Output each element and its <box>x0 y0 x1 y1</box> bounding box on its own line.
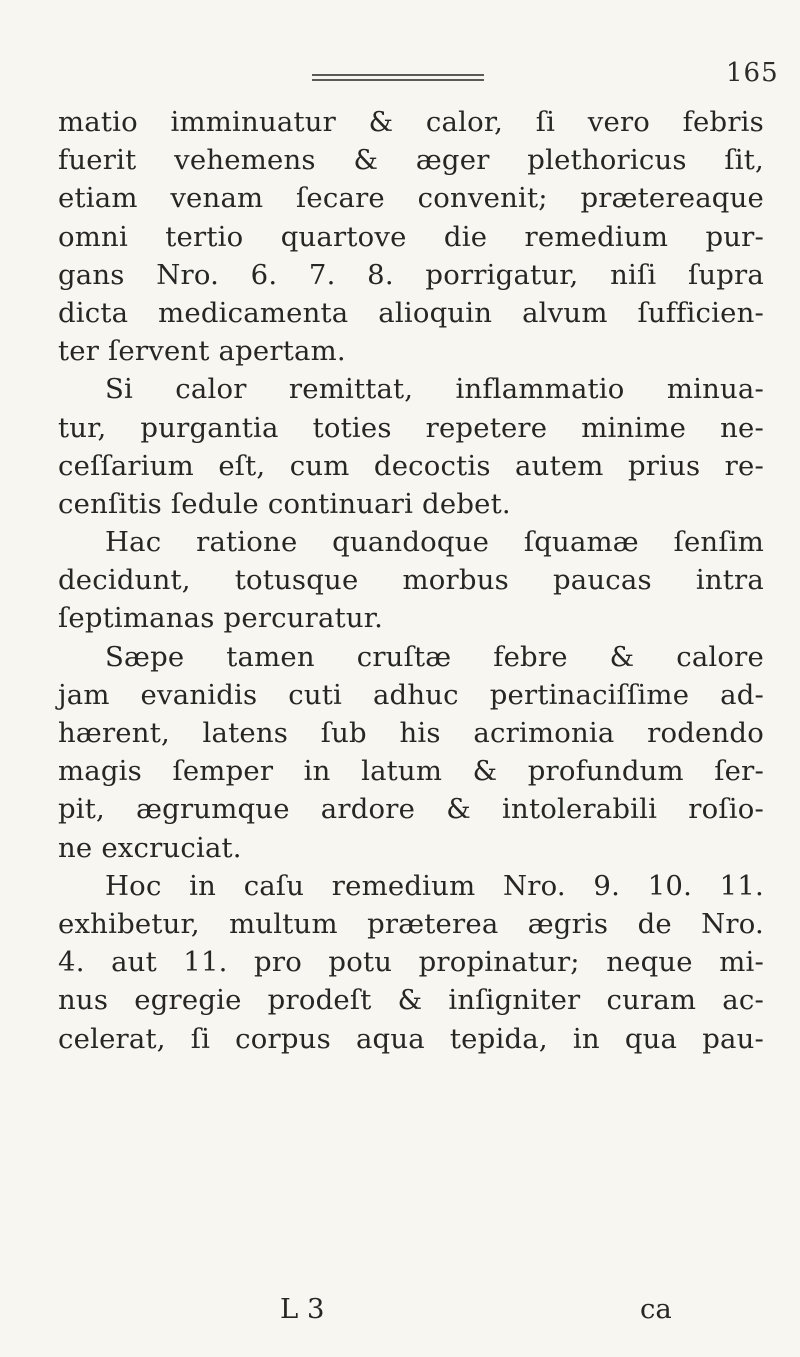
text-line: tur, purgantia toties repetere minime ne- <box>58 411 764 444</box>
text-line: celerat, ſi corpus aqua tepida, in qua pau- <box>58 1022 764 1055</box>
text-line: ſeptimanas percuratur. <box>58 602 384 635</box>
text-line: hærent, latens ſub his acrimonia rodendo <box>58 717 764 749</box>
text-line: ne excruciat. <box>58 831 242 864</box>
text-line: gans Nro. 6. 7. 8. porrigatur, niſi ſupra <box>58 258 764 291</box>
text-line: omni tertio quartove die remedium pur- <box>58 220 764 253</box>
catchword: ca <box>640 1293 672 1325</box>
text-line: decidunt, totusque morbus paucas intra <box>58 564 764 597</box>
text-line: 4. aut 11. pro potu propinatur; neque mi- <box>58 946 764 979</box>
text-line: Hac ratione quandoque ſquamæ ſenſim <box>105 526 764 559</box>
text-line: Hoc in caſu remedium Nro. 9. 10. 11. <box>105 869 764 902</box>
page-footer <box>0 1293 800 1333</box>
page-number: 165 <box>726 58 779 88</box>
text-line: ceſſarium eſt, cum decoctis autem prius re- <box>58 449 764 482</box>
text-line: exhibetur, multum præterea ægris de Nro. <box>58 907 764 940</box>
text-line: etiam venam ſecare convenit; prætereaque <box>58 182 764 215</box>
signature-mark: L 3 <box>280 1293 325 1325</box>
text-line: matio imminuatur & calor, ſi vero febris <box>58 106 764 138</box>
text-line: magis ſemper in latum & profundum ſer- <box>58 755 764 788</box>
text-line: fuerit vehemens & æger plethoricus ſit, <box>58 144 764 177</box>
text-line: nus egregie prodeſt & inſigniter curam ac- <box>58 984 764 1017</box>
text-line: cenſitis ſedule continuari debet. <box>58 487 511 520</box>
text-line: Si calor remittat, inflammatio minua- <box>105 373 764 406</box>
text-line: ter ſervent apertam. <box>58 335 346 368</box>
text-line: pit, ægrumque ardore & intolerabili roſio- <box>58 793 764 826</box>
text-line: dicta medicamenta alioquin alvum ſufficien- <box>58 296 764 329</box>
header-rule <box>312 74 484 84</box>
body-text <box>58 103 764 1058</box>
text-line: Sæpe tamen cruſtæ febre & calore <box>105 640 764 673</box>
text-line: jam evanidis cuti adhuc pertinaciſſime ad- <box>58 678 764 711</box>
